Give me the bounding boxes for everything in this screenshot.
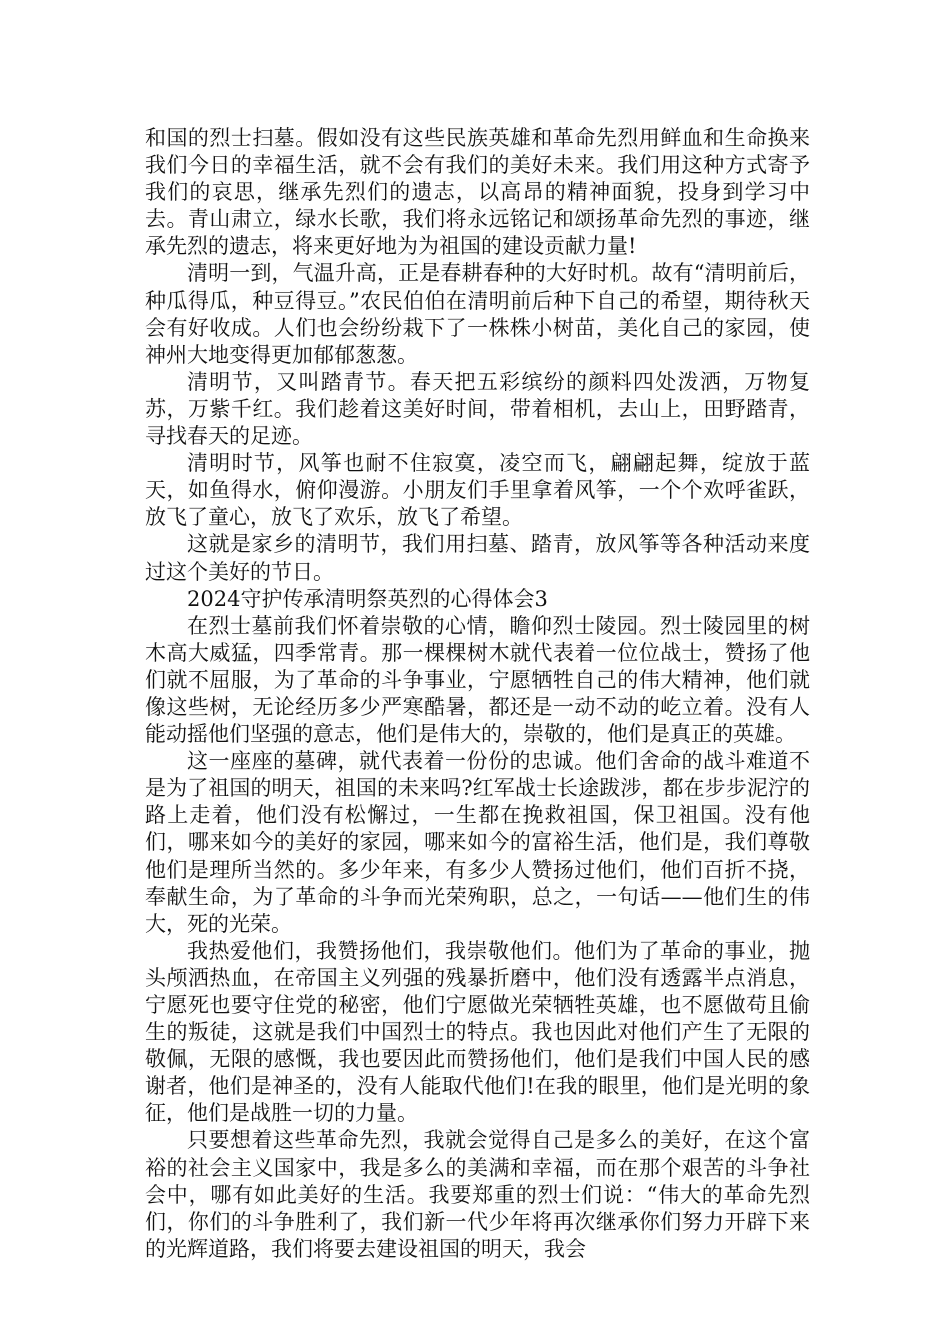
paragraph-sowing: 清明一到，气温升高，正是春耕春种的大好时机。故有“清明前后，种瓜得瓜，种豆得豆。”农民伯伯在清明前后种下自己的希望，期待秋天会有好收成。人们也会纷纷栽下了一株株小树苗，美化自己的家园，使神州大地变得更加郁郁葱葱。 bbox=[145, 261, 810, 367]
paragraph-inheritance: 只要想着这些革命先烈，我就会觉得自己是多么的美好，在这个富裕的社会主义国家中，我是多么的美满和幸福，而在那个艰苦的斗争社会中，哪有如此美好的生活。我要郑重的烈士们说：“伟大的革命先烈们，你们的斗争胜利了，我们新一代少年将再次继承你们努力开辟下来的光辉道路，我们将要去建设祖国的明天，我会 bbox=[145, 1128, 810, 1261]
document-body bbox=[145, 125, 810, 1263]
paragraph-kites: 清明时节，风筝也耐不住寂寞，凌空而飞，翩翩起舞，绽放于蓝天，如鱼得水，俯仰漫游。小朋友们手里拿着风筝，一个个欢呼雀跃，放飞了童心，放飞了欢乐，放飞了希望。 bbox=[145, 451, 810, 530]
paragraph-continued: 和国的烈士扫墓。假如没有这些民族英雄和革命先烈用鲜血和生命换来我们今日的幸福生活，就不会有我们的美好未来。我们用这种方式寄予我们的哀思，继承先烈们的遗志，以高昂的精神面貌，投身到学习中去。青山肃立，绿水长歌，我们将永远铭记和颂扬革命先烈的事迹，继承先烈的遗志，将来更好地为为祖国的建设贡献力量! bbox=[145, 126, 810, 259]
paragraph-outing: 清明节，又叫踏青节。春天把五彩缤纷的颜料四处泼洒，万物复苏，万紫千红。我们趁着这美好时间，带着相机，去山上，田野踏青，寻找春天的足迹。 bbox=[145, 369, 810, 449]
paragraph-admiration: 我热爱他们，我赞扬他们，我崇敬他们。他们为了革命的事业，抛头颅洒热血，在帝国主义列强的残暴折磨中，他们没有透露半点消息，宁愿死也要守住党的秘密，他们宁愿做光荣牺牲英雄，也不愿做苟且偷生的叛徒，这就是我们中国烈士的特点。我也因此对他们产生了无限的敬佩，无限的感慨，我也要因此而赞扬他们，他们是我们中国人民的感谢者，他们是神圣的，没有人能取代他们!在我的眼里，他们是光明的象征，他们是战胜一切的力量。 bbox=[145, 938, 810, 1126]
paragraph-tombstones: 这一座座的墓碑，就代表着一份份的忠诚。他们舍命的战斗难道不是为了祖国的明天，祖国的未来吗?红军战士长途跋涉，都在步步泥泞的路上走着，他们没有松懈过，一生都在挽救祖国，保卫祖国。没有他们，哪来如今的美好的家园，哪来如今的富裕生活，他们是，我们尊敬他们是理所当然的。多少年来，有多少人赞扬过他们，他们百折不挠，奉献生命，为了革命的斗争而光荣殉职，总之，一句话——他们生的伟大，死的光荣。 bbox=[145, 749, 810, 936]
section-heading: 2024守护传承清明祭英烈的心得体会3 bbox=[187, 586, 548, 611]
paragraph-cemetery: 在烈士墓前我们怀着崇敬的心情，瞻仰烈士陵园。烈士陵园里的树木高大威猛，四季常青。那一棵棵树木就代表着一位位战士，赞扬了他们就不屈服，为了革命的斗争事业，宁愿牺牲自己的伟大精神，他们就像这些树，无论经历多少严寒酷暑，都还是一动不动的屹立着。没有人能动摇他们坚强的意志，他们是伟大的，崇敬的，他们是真正的英雄。 bbox=[145, 613, 810, 747]
paragraph-hometown: 这就是家乡的清明节，我们用扫墓、踏青，放风筝等各种活动来度过这个美好的节日。 bbox=[145, 532, 810, 584]
